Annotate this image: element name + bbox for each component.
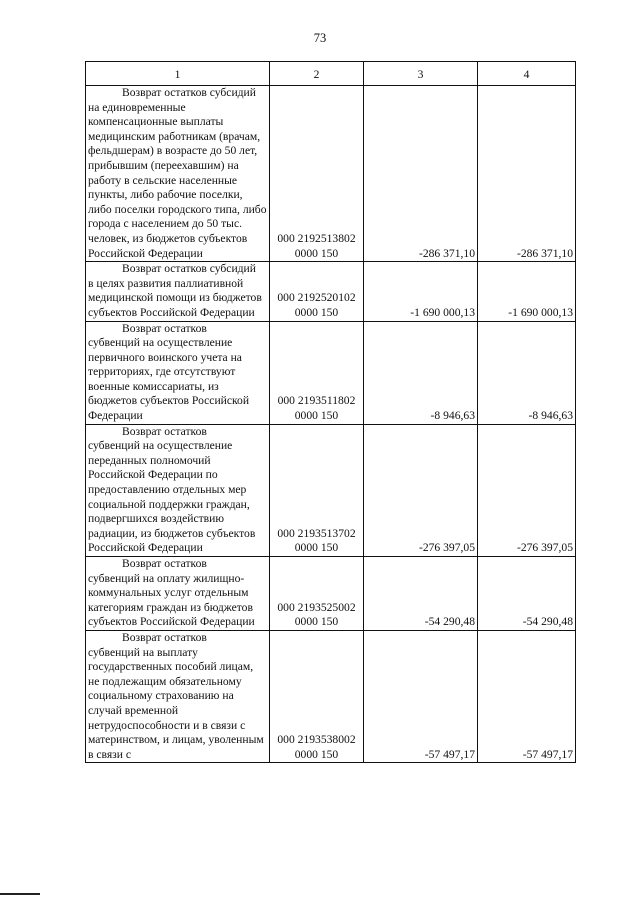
table-row — [86, 262, 576, 321]
row-value-4: -276 397,05 — [478, 424, 576, 556]
row-description — [86, 557, 270, 631]
column-header-4: 4 — [478, 62, 576, 86]
row-description-text: субвенций на выплату государственных пособий лицам, не подлежащим обязательному социальному страхованию на случай временной нетрудоспособности и в связи с материнством, и лицам, уволенным в связи с — [88, 645, 264, 761]
row-value-3: -276 397,05 — [364, 424, 478, 556]
row-code — [270, 86, 364, 262]
row-description-lead: Возврат остатков — [122, 630, 207, 644]
page-number: 73 — [313, 31, 327, 45]
row-code-line2: 0000 150 — [294, 409, 339, 423]
row-description-text: в целях развития паллиативной медицинской помощи из бюджетов субъектов Российской Федерации — [88, 276, 262, 319]
row-code-line1: 000 2193511802 — [277, 394, 356, 408]
table-header-row — [86, 62, 576, 86]
scan-edge-mark — [0, 893, 40, 895]
row-description — [86, 86, 270, 262]
row-value-4: -1 690 000,13 — [478, 262, 576, 321]
row-code-line1: 000 2193525002 — [277, 600, 356, 614]
row-code-line2: 0000 150 — [294, 615, 339, 629]
row-description-lead: Возврат остатков субсидий — [122, 86, 256, 99]
row-code-line2: 0000 150 — [294, 541, 339, 555]
row-value-4: -8 946,63 — [478, 321, 576, 424]
row-code — [270, 321, 364, 424]
row-code — [270, 262, 364, 321]
row-code — [270, 424, 364, 556]
row-code-line2: 0000 150 — [294, 747, 339, 761]
row-description-text: на единовременные компенсационные выплаты медицинским работникам (врачам, фельдшерам) в возрасте до 50 лет, прибывшим (переехавшим) на работу в сельские населенные пункты, либо рабочие поселки, либо поселки городского типа, либо города с населением до 50 тыс. человек, из бюджетов субъектов Российской Федерации — [88, 100, 267, 260]
row-description-text: субвенций на осуществление переданных полномочий Российской Федерации по предоставлению отдельных мер социальной поддержки граждан, подвергшихся воздействию радиации, из бюджетов субъектов Российской Федерации — [88, 439, 256, 555]
row-code-line1: 000 2192520102 — [277, 291, 356, 305]
row-description-text: субвенций на оплату жилищно-коммунальных услуг отдельным категориям граждан из бюджетов субъектов Российской Федерации — [88, 571, 255, 629]
row-code-line1: 000 2193513702 — [277, 526, 356, 540]
row-description-lead: Возврат остатков субсидий — [122, 262, 256, 276]
table-row — [86, 424, 576, 556]
row-value-3: -1 690 000,13 — [364, 262, 478, 321]
column-header-1: 1 — [86, 62, 270, 86]
row-value-3: -286 371,10 — [364, 86, 478, 262]
row-code-line1: 000 2193538002 — [277, 733, 356, 747]
row-value-4: -57 497,17 — [478, 630, 576, 762]
row-description-lead: Возврат остатков — [122, 557, 207, 570]
row-description — [86, 630, 270, 762]
row-value-4: -286 371,10 — [478, 86, 576, 262]
row-code-line2: 0000 150 — [294, 246, 339, 260]
row-code-line1: 000 2192513802 — [277, 231, 356, 245]
row-value-3: -54 290,48 — [364, 557, 478, 631]
row-code — [270, 630, 364, 762]
table-row — [86, 557, 576, 631]
budget-table — [85, 61, 576, 763]
row-description-text: субвенций на осуществление первичного воинского учета на территориях, где отсутствуют военные комиссариаты, из бюджетов субъектов Российской Федерации — [88, 336, 250, 423]
row-value-3: -8 946,63 — [364, 321, 478, 424]
table-row — [86, 630, 576, 762]
table-row — [86, 86, 576, 262]
row-value-3: -57 497,17 — [364, 630, 478, 762]
table-row — [86, 321, 576, 424]
column-header-2: 2 — [270, 62, 364, 86]
row-description — [86, 424, 270, 556]
row-description-lead: Возврат остатков — [122, 321, 207, 335]
row-description-lead: Возврат остатков — [122, 424, 207, 438]
row-value-4: -54 290,48 — [478, 557, 576, 631]
row-code-line2: 0000 150 — [294, 305, 339, 319]
row-description — [86, 262, 270, 321]
row-code — [270, 557, 364, 631]
column-header-3: 3 — [364, 62, 478, 86]
row-description — [86, 321, 270, 424]
